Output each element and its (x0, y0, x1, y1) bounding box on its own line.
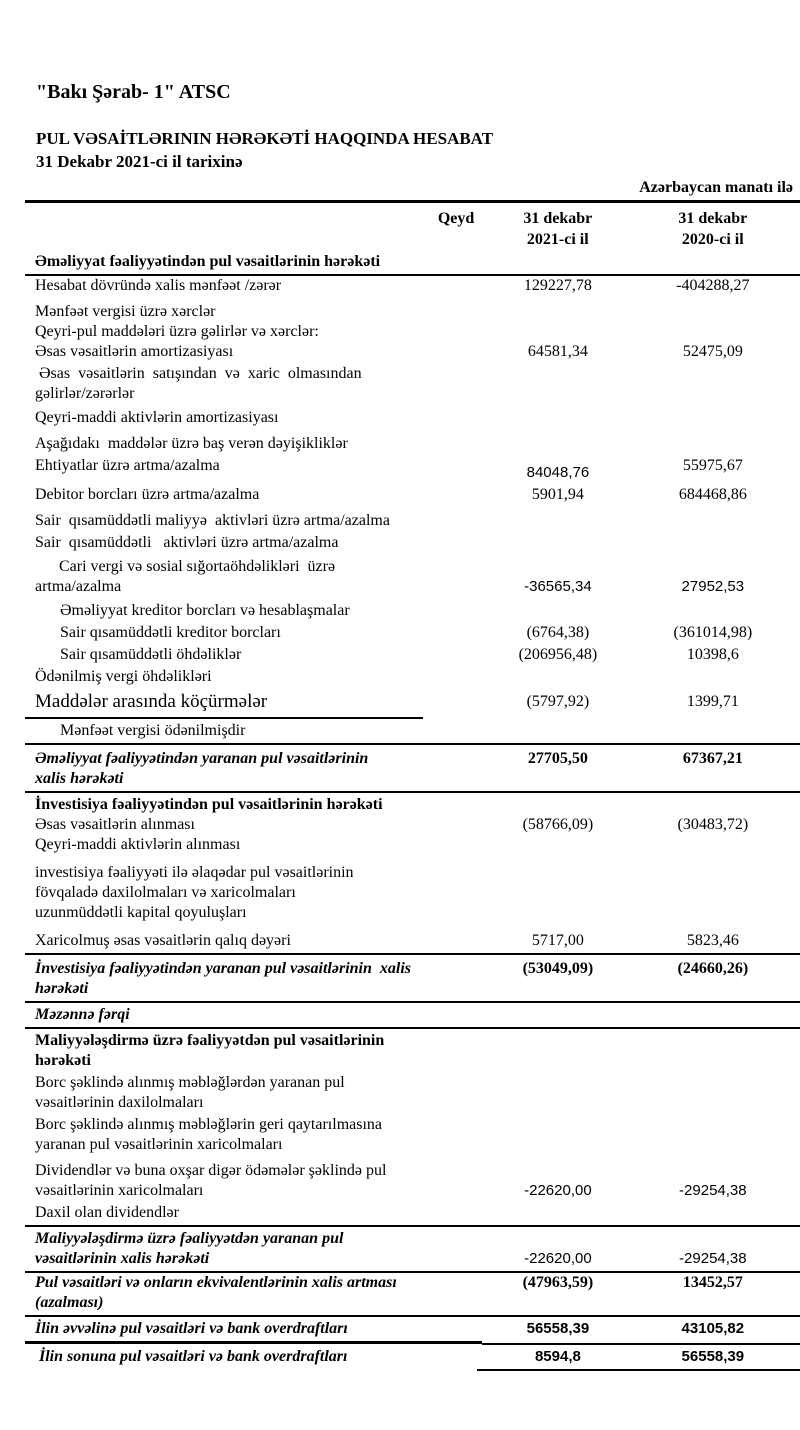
horizontal-rule (25, 743, 800, 745)
col-header-2020-line1: 31 dekabr (678, 210, 748, 227)
table-row (25, 1031, 800, 1071)
table-row (25, 623, 800, 643)
row-label (25, 364, 422, 404)
table-header (25, 203, 800, 252)
value-2020: (30483,72) (677, 816, 749, 833)
table-row (25, 276, 800, 296)
value-2020: (24660,26) (677, 960, 749, 977)
horizontal-rule (25, 953, 800, 955)
row-label-line: Qeyri-maddi aktivlərin alınması (35, 836, 241, 853)
row-label-line: Pul vəsaitləri və onların ekvivalentlərinin xalis artması (35, 1274, 397, 1291)
col-header-2020 (626, 208, 800, 250)
row-label-line: Sair qısamüddətli kreditor borcları (60, 624, 281, 641)
row-label-line: Mənfəət vergisi üzrə xərclər (35, 303, 216, 320)
table-row (25, 364, 800, 404)
value-2021: 84048,76 (526, 464, 590, 481)
row-label (25, 302, 422, 322)
table-row (25, 1273, 800, 1313)
row-label-line: Daxil olan dividendlər (35, 1204, 179, 1221)
value-2020: -29254,38 (679, 1250, 747, 1267)
row-label (25, 456, 422, 476)
table-row (25, 322, 800, 342)
value-2020: -404288,27 (676, 277, 750, 294)
value-2021: (53049,09) (522, 960, 594, 977)
row-label-line: Qeyri-pul maddələri üzrə gəlirlər və xərclər: (35, 323, 319, 340)
value-2020: 1399,71 (686, 693, 739, 710)
row-label-line: İlin sonuna pul vəsaitləri və bank overdraftları (35, 1348, 348, 1365)
row-label-line: Maliyyələşdirmə üzrə fəaliyyətdən yaranan pul (35, 1230, 344, 1247)
row-label (25, 667, 422, 687)
row-label-line: Debitor borcları üzrə artma/azalma (35, 486, 260, 503)
row-label-line: Xaricolmuş əsas vəsaitlərin qalıq dəyəri (35, 932, 291, 949)
row-label-line: artma/azalma (35, 578, 122, 595)
row-label (25, 835, 422, 855)
row-label-line: Əsas vəsaitlərin amortizasiyası (35, 343, 234, 360)
table-row (25, 1073, 800, 1113)
row-label-line: gəlirlər/zərərlər (35, 385, 135, 402)
row-label (25, 1031, 422, 1071)
value-2020: 684468,86 (678, 486, 747, 503)
row-label (25, 689, 422, 715)
table-row (25, 342, 800, 362)
value-2020: 67367,21 (682, 750, 743, 767)
row-label-line: Mənfəət vergisi ödənilmişdir (60, 722, 246, 739)
table-row (25, 434, 800, 454)
row-label-line: Əməliyyat fəaliyyətindən pul vəsaitlərinin hərəkəti (35, 253, 381, 270)
row-label-line: Aşağıdakı maddələr üzrə baş verən dəyişikliklər (35, 435, 348, 452)
value-2020: 13452,57 (682, 1274, 743, 1291)
row-label-line: İlin əvvəlinə pul vəsaitləri və bank overdraftları (35, 1320, 348, 1337)
header-spacer (25, 208, 422, 250)
table-row (25, 302, 800, 322)
row-label-line: vəsaitlərinin xaricolmaları (35, 1182, 204, 1199)
currency-note: Azərbaycan manatı ilə (639, 179, 793, 196)
row-label (25, 408, 422, 428)
table-row (25, 815, 800, 835)
row-label-line: Əməliyyat fəaliyyətindən yaranan pul vəsaitlərinin (35, 750, 369, 767)
row-label-line: yaranan pul vəsaitlərinin xaricolmaları (35, 1136, 283, 1153)
row-label (25, 1273, 422, 1313)
value-2021: 8594,8 (534, 1348, 581, 1365)
row-label-line: Ehtiyatlar üzrə artma/azalma (35, 457, 220, 474)
row-label (25, 1229, 422, 1269)
horizontal-rule (25, 1225, 800, 1227)
horizontal-rule (477, 1369, 800, 1371)
value-2020: 43105,82 (681, 1320, 745, 1337)
row-label-line: Əsas vəsaitlərin alınması (35, 816, 195, 833)
horizontal-rule (25, 1001, 800, 1003)
row-label-line: Dividendlər və buna oxşar digər ödəmələr şəklində pul (35, 1162, 387, 1179)
value-2021: 129227,78 (523, 277, 592, 294)
row-label (25, 601, 422, 621)
horizontal-rule (25, 1315, 800, 1317)
table-row (25, 667, 800, 687)
row-label-line: Sair qısamüddətli maliyyə aktivləri üzrə artma/azalma (35, 512, 390, 529)
table-row (25, 1229, 800, 1269)
row-label (25, 1161, 422, 1201)
table-row (25, 485, 800, 505)
row-label-line: Borc şəklində alınmış məbləğlərdən yaranan pul (35, 1074, 345, 1091)
value-2021: 5901,94 (531, 486, 584, 503)
table-row (25, 456, 800, 483)
row-label-line: Qeyri-maddi aktivlərin amortizasiyası (35, 409, 279, 426)
value-2021: (6764,38) (526, 624, 590, 641)
horizontal-rule-left-segment (25, 1341, 482, 1344)
horizontal-rule (25, 717, 423, 719)
table-row (25, 645, 800, 665)
row-label-line: Sair qısamüddətli aktivləri üzrə artma/azalma (35, 534, 339, 551)
row-label (25, 1319, 422, 1339)
table-row (25, 721, 800, 741)
value-2020: -29254,38 (679, 1182, 747, 1199)
row-label (25, 1005, 422, 1025)
row-label (25, 1073, 422, 1113)
value-2021: (58766,09) (522, 816, 594, 833)
row-label (25, 276, 422, 296)
value-2021: (47963,59) (522, 1274, 594, 1291)
col-header-2021 (490, 208, 626, 250)
table-row (25, 863, 800, 923)
value-2020: 56558,39 (681, 1348, 745, 1365)
row-label (25, 485, 422, 505)
table-row (25, 601, 800, 621)
value-2020: 10398,6 (686, 646, 739, 663)
table-row (25, 749, 800, 789)
horizontal-rule (25, 1027, 800, 1029)
col-header-note: Qeyd (437, 210, 475, 227)
col-header-2021-line2: 2021-ci il (526, 231, 589, 248)
row-label-line: vəsaitlərinin daxilolmaları (35, 1094, 204, 1111)
value-2021: 64581,34 (527, 343, 588, 360)
row-label-line: xalis hərəkəti (35, 770, 124, 787)
row-label (25, 557, 422, 597)
row-label-line: Ödənilmiş vergi öhdəlikləri (35, 668, 212, 685)
value-2021: 56558,39 (526, 1320, 590, 1337)
value-2021: (206956,48) (518, 646, 598, 663)
row-label (25, 342, 422, 362)
table-row (25, 1005, 800, 1025)
report-date: 31 Dekabr 2021-ci il tarixinə (36, 152, 243, 171)
horizontal-rule (25, 791, 800, 793)
table-row (25, 1161, 800, 1201)
row-label (25, 434, 422, 454)
statement-table (25, 200, 800, 1371)
row-label (25, 645, 422, 665)
table-row (25, 1347, 800, 1367)
value-2021: -36565,34 (524, 578, 592, 595)
row-label-line: investisiya fəaliyyəti ilə əlaqədar pul vəsaitlərinin (35, 864, 354, 881)
table-row (25, 689, 800, 715)
row-label (25, 749, 422, 789)
row-label-line: fövqaladə daxilolmaları və xaricolmaları (35, 884, 296, 901)
row-label (25, 815, 422, 835)
report-title: PUL VƏSAİTLƏRININ HƏRƏKƏTİ HAQQINDA HESABAT (36, 129, 494, 148)
row-label (25, 721, 422, 741)
row-label-line: Maliyyələşdirmə üzrə fəaliyyətdən pul vəsaitlərinin (35, 1032, 385, 1049)
table-row (25, 795, 800, 815)
table-row (25, 1319, 800, 1339)
cash-flow-statement-page (0, 80, 800, 1430)
table-row (25, 408, 800, 428)
row-label-line: Maddələr arasında köçürmələr (35, 691, 268, 712)
table-row (25, 931, 800, 951)
value-2021: 27705,50 (527, 750, 588, 767)
col-header-2020-line2: 2020-ci il (681, 231, 744, 248)
row-label-line: Sair qısamüddətli öhdəliklər (60, 646, 242, 663)
table-row (25, 835, 800, 855)
row-label (25, 533, 422, 553)
value-2021: -22620,00 (524, 1182, 592, 1199)
value-2021: -22620,00 (524, 1250, 592, 1267)
row-label (25, 931, 422, 951)
row-label-line: hərəkəti (35, 1052, 91, 1069)
company-name: "Bakı Şərab- 1" ATSC (36, 81, 231, 103)
table-row (25, 511, 800, 531)
row-label (25, 795, 422, 815)
table-row (25, 1115, 800, 1155)
table-row (25, 959, 800, 999)
col-header-2021-line1: 31 dekabr (523, 210, 593, 227)
row-label-line: İnvestisiya fəaliyyətindən yaranan pul vəsaitlərinin xalis (35, 960, 411, 977)
row-label (25, 252, 422, 272)
row-label-line: vəsaitlərinin xalis hərəkəti (35, 1250, 210, 1267)
row-label (25, 623, 422, 643)
row-label (25, 959, 422, 999)
value-2020: 27952,53 (681, 578, 745, 595)
row-label (25, 863, 422, 923)
value-2021: (5797,92) (526, 693, 590, 710)
row-label (25, 1347, 422, 1367)
value-2020: 52475,09 (682, 343, 743, 360)
row-label-line: Borc şəklində alınmış məbləğlərin geri qaytarılmasına (35, 1116, 383, 1133)
row-label-line: Əsas vəsaitlərin satışından və xaric olmasından (35, 365, 362, 382)
row-label (25, 322, 422, 342)
value-2020: (361014,98) (673, 624, 753, 641)
row-label-line: Hesabat dövründə xalis mənfəət /zərər (35, 277, 282, 294)
row-label (25, 1115, 422, 1155)
value-2020: 5823,46 (686, 932, 739, 949)
table-row (25, 1203, 800, 1223)
row-label-line: Məzənnə fərqi (35, 1006, 130, 1023)
row-label-line: İnvestisiya fəaliyyətindən pul vəsaitlərinin hərəkəti (35, 796, 383, 813)
row-label-line: Cari vergi və sosial sığortaöhdəlikləri üzrə (35, 558, 336, 575)
table-row (25, 533, 800, 553)
table-row (25, 557, 800, 597)
row-label (25, 1203, 422, 1223)
row-label-line: hərəkəti (35, 980, 89, 997)
row-label-line: (azalması) (35, 1294, 104, 1311)
table-row (25, 252, 800, 272)
table-body (25, 252, 800, 1371)
row-label (25, 511, 422, 531)
row-label-line: Əməliyyat kreditor borcları və hesablaşmalar (60, 602, 350, 619)
horizontal-rule-right-segment (482, 1343, 800, 1345)
value-2020: 55975,67 (682, 457, 743, 474)
row-label-line: uzunmüddətli kapital qoyuluşları (35, 904, 247, 921)
value-2021: 5717,00 (531, 932, 584, 949)
